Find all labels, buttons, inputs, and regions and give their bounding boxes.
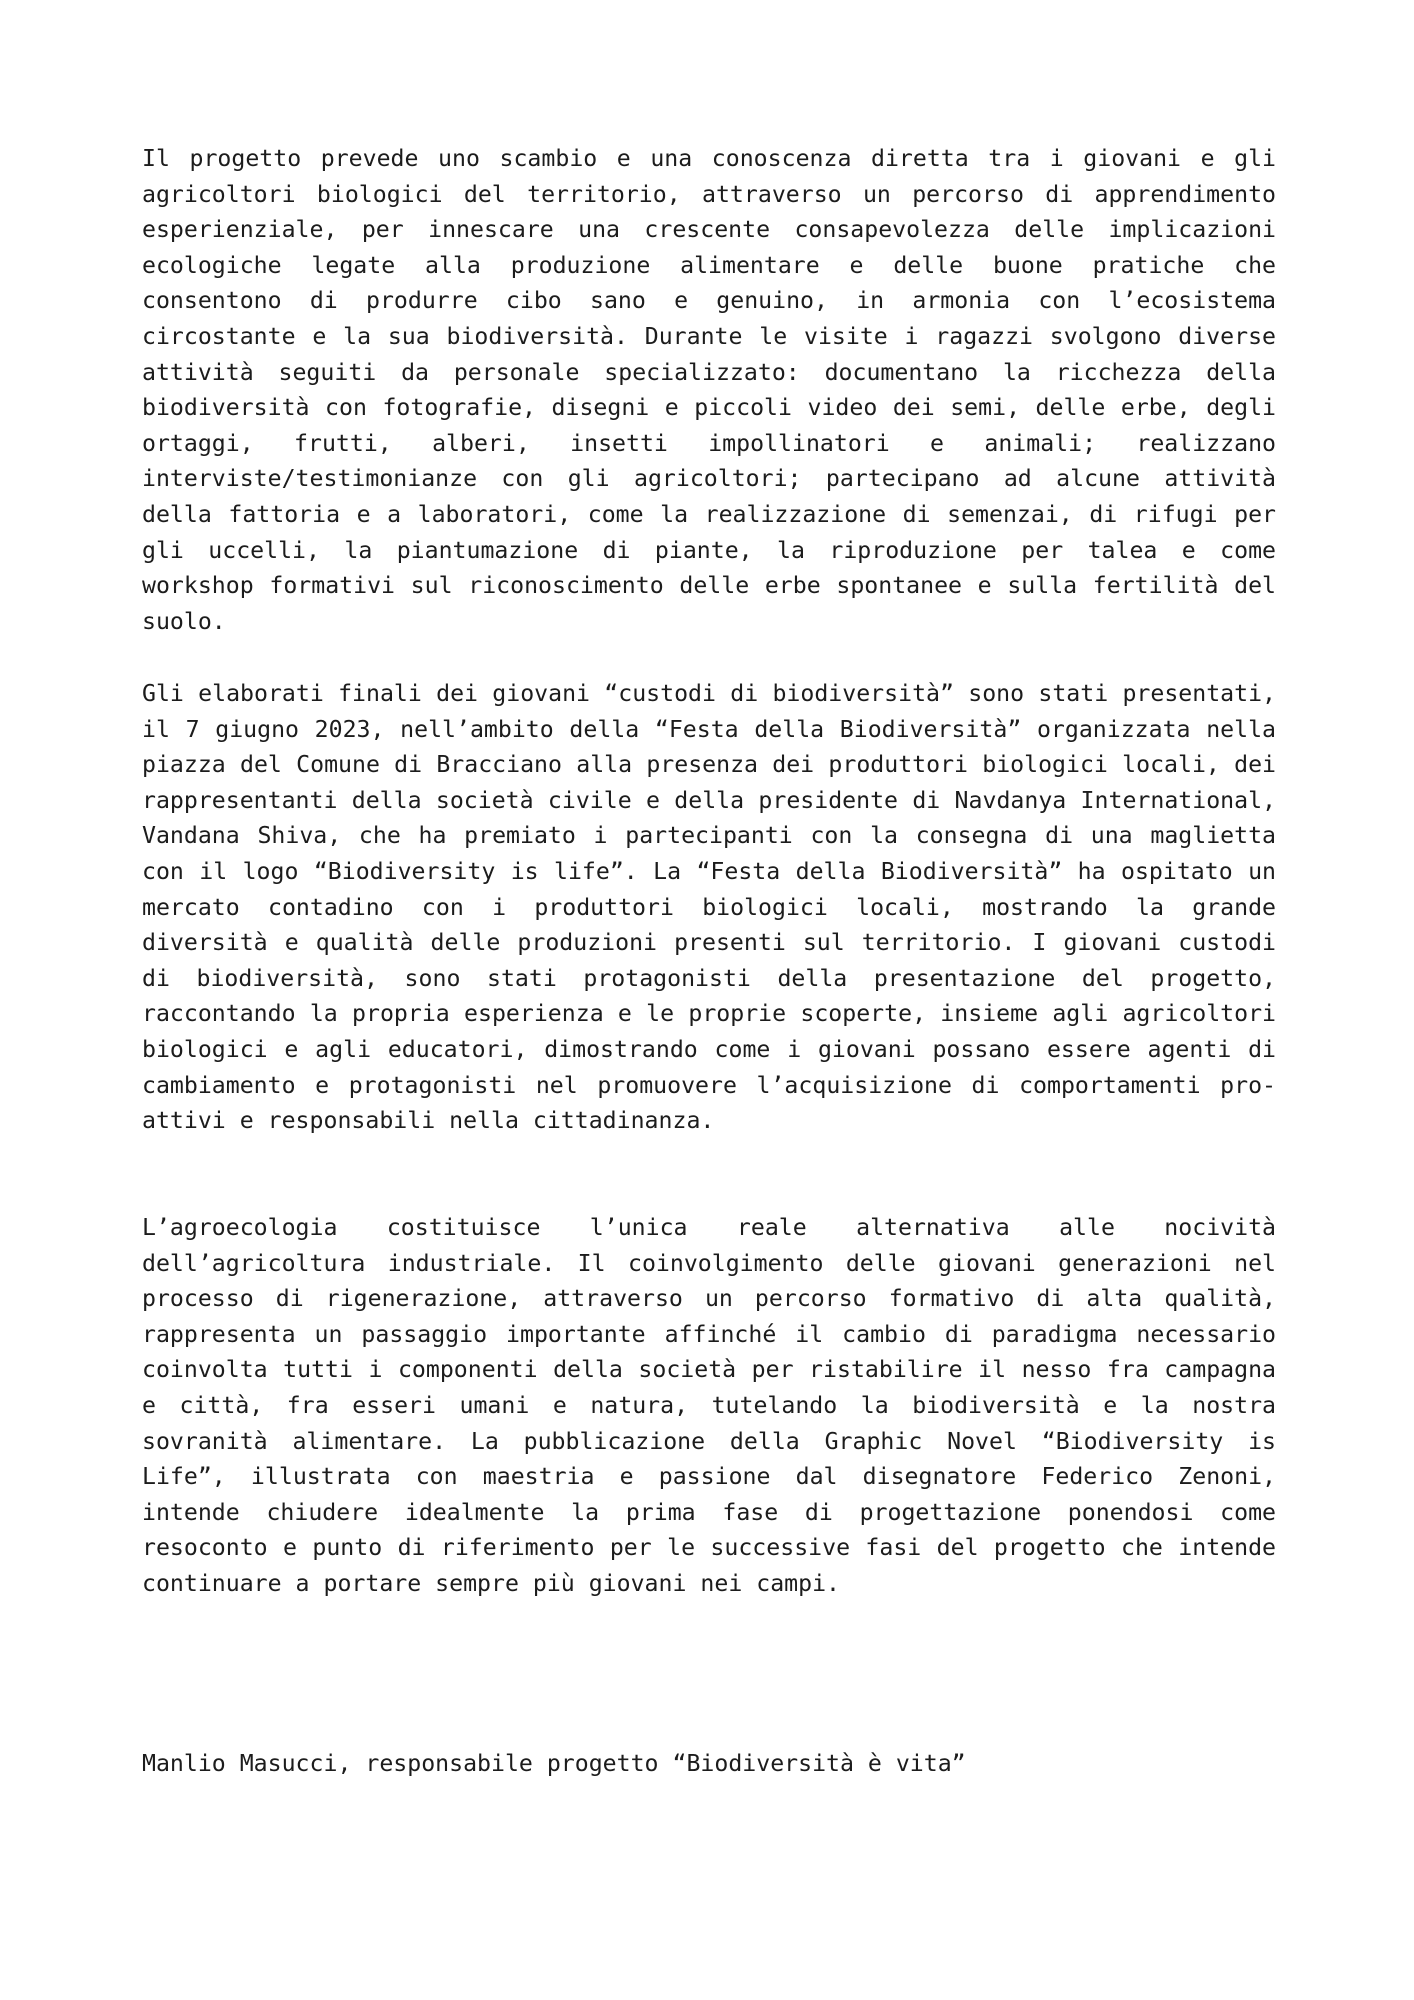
- paragraph-biodiversity-festival: Gli elaborati finali dei giovani “custodi di biodiversità” sono stati presentati, il 7 giugno 2023, nell’ambito della “Festa della Biodiversità” organizzata nella piazza del Comune di Bracciano alla presenza dei produttori biologici locali, dei rappresentanti della società civile e della presidente di Navdanya International, Vandana Shiva, che ha premiato i partecipanti con la consegna di una maglietta con il logo “Biodiversity is life”. La “Festa della Biodiversità” ha ospitato un mercato contadino con i produttori biologici locali, mostrando la grande diversità e qualità delle produzioni presenti sul territorio. I giovani custodi di biodiversità, sono stati protagonisti della presentazione del progetto, raccontando la propria esperienza e le proprie scoperte, insieme agli agricoltori biologici e agli educatori, dimostrando come i giovani possano essere agenti di cambiamento e protagonisti nel promuovere l’acquisizione di comportamenti pro-attivi e responsabili nella cittadinanza.: [142, 680, 1276, 1135]
- paragraph-agroecology: L’agroecologia costituisce l’unica reale alternativa alle nocività dell’agricoltura industriale. Il coinvolgimento delle giovani generazioni nel processo di rigenerazione, attraverso un percorso formativo di alta qualità, rappresenta un passaggio importante affinché il cambio di paradigma necessario coinvolta tutti i componenti della società per ristabilire il nesso fra campagna e città, fra esseri umani e natura, tutelando la biodiversità e la nostra sovranità alimentare. La pubblicazione della Graphic Novel “Biodiversity is Life”, illustrata con maestria e passione dal disegnatore Federico Zenoni, intende chiudere idealmente la prima fase di progettazione ponendosi come resoconto e punto di riferimento per le successive fasi del progetto che intende continuare a portare sempre più giovani nei campi.: [142, 1214, 1276, 1597]
- paragraph-project-description: Il progetto prevede uno scambio e una conoscenza diretta tra i giovani e gli agricoltori biologici del territorio, attraverso un percorso di apprendimento esperienziale, per innescare una crescente consapevolezza delle implicazioni ecologiche legate alla produzione alimentare e delle buone pratiche che consentono di produrre cibo sano e genuino, in armonia con l’ecosistema circostante e la sua biodiversità. Durante le visite i ragazzi svolgono diverse attività seguiti da personale specializzato: documentano la ricchezza della biodiversità con fotografie, disegni e piccoli video dei semi, delle erbe, degli ortaggi, frutti, alberi, insetti impollinatori e animali; realizzano interviste/testimonianze con gli agricoltori; partecipano ad alcune attività della fattoria e a laboratori, come la realizzazione di semenzai, di rifugi per gli uccelli, la piantumazione di piante, la riproduzione per talea e come workshop formativi sul riconoscimento delle erbe spontanee e sulla fertilità del suolo.: [142, 145, 1276, 635]
- signature: Manlio Masucci, responsabile progetto “Biodiversità è vita”: [142, 1750, 966, 1777]
